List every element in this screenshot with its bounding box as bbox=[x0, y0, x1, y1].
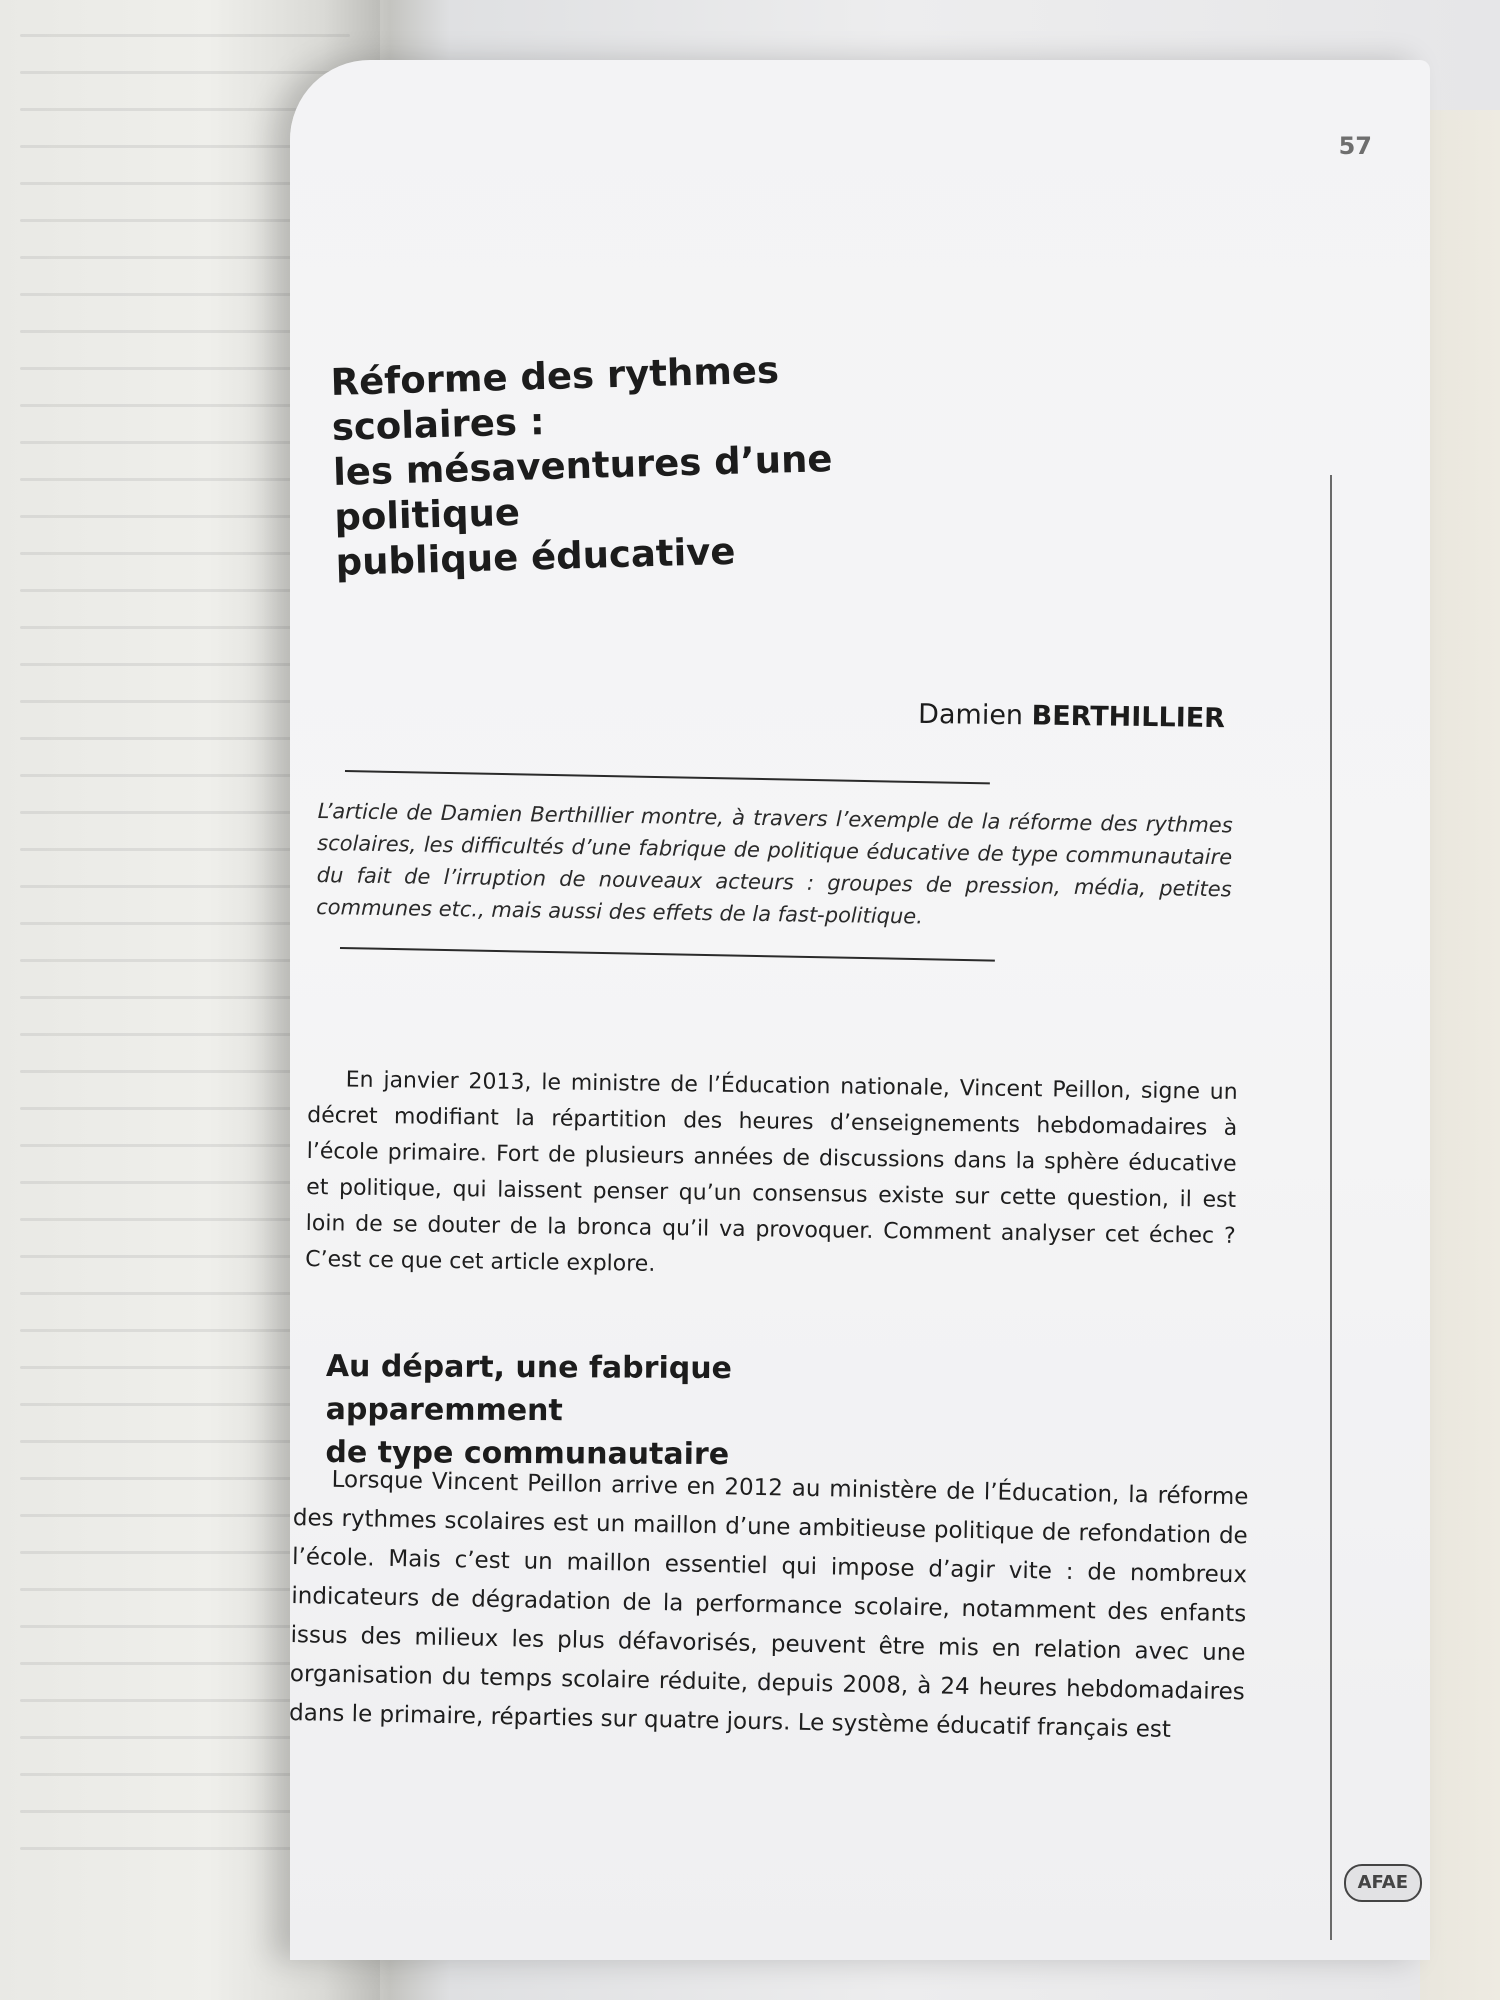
vertical-margin-rule bbox=[1330, 475, 1332, 1940]
section-heading: Au départ, une fabrique apparemment de type communautaire bbox=[325, 1349, 733, 1473]
abstract-top-rule bbox=[345, 770, 990, 784]
book-page bbox=[290, 60, 1430, 1960]
intro-paragraph: En janvier 2013, le ministre de l’Éducation nationale, Vincent Peillon, signe un décret modifiant la répartition des heures d’enseignements hebdomadaires à l’école primaire. Fort de plusieurs années de discussions dans la sphère éducative et politique, qui laissent penser qu’un consensus existe sur cette question, il est loin de se douter de la bronca qu’il va provoquer. Comment analyser cet échec ? C’est ce que cet article explore. bbox=[305, 1067, 1238, 1277]
abstract-bottom-rule bbox=[340, 947, 995, 962]
article-title: Réforme des rythmes scolaires : les mésaventures d’une politique publique éducative bbox=[330, 348, 834, 584]
page-number: 57 bbox=[1338, 132, 1372, 160]
author-name bbox=[780, 697, 1225, 734]
abstract: L’article de Damien Berthillier montre, à travers l’exemple de la réforme des rythmes scolaires, les difficultés d’une fabrique de politique éducative de type communautaire du fait de l’irruption de nouveaux acteurs : groupes de pression, média, petites communes etc., mais aussi des effets de la fast-politique. bbox=[316, 798, 1233, 929]
table-surface bbox=[1420, 110, 1500, 2000]
author-first-name: Damien bbox=[917, 698, 1024, 732]
author-last-name: BERTHILLIER bbox=[1031, 700, 1226, 735]
section-paragraph: Lorsque Vincent Peillon arrive en 2012 au ministère de l’Éducation, la réforme des rythmes scolaires est un maillon d’une ambitieuse politique de refondation de l’école. Mais c’est un maillon essentiel qui impose d’agir vite : de nombreux indicateurs de dégradation de la performance scolaire, notamment des enfants issus des milieux les plus défavorisés, peuvent être mis en relation avec une organisation du temps scolaire réduite, depuis 2008, à 24 heures hebdomadaires dans le primaire, réparties sur quatre jours. Le système éducatif français est bbox=[288, 1466, 1249, 1743]
publisher-logo: AFAE bbox=[1344, 1864, 1422, 1902]
